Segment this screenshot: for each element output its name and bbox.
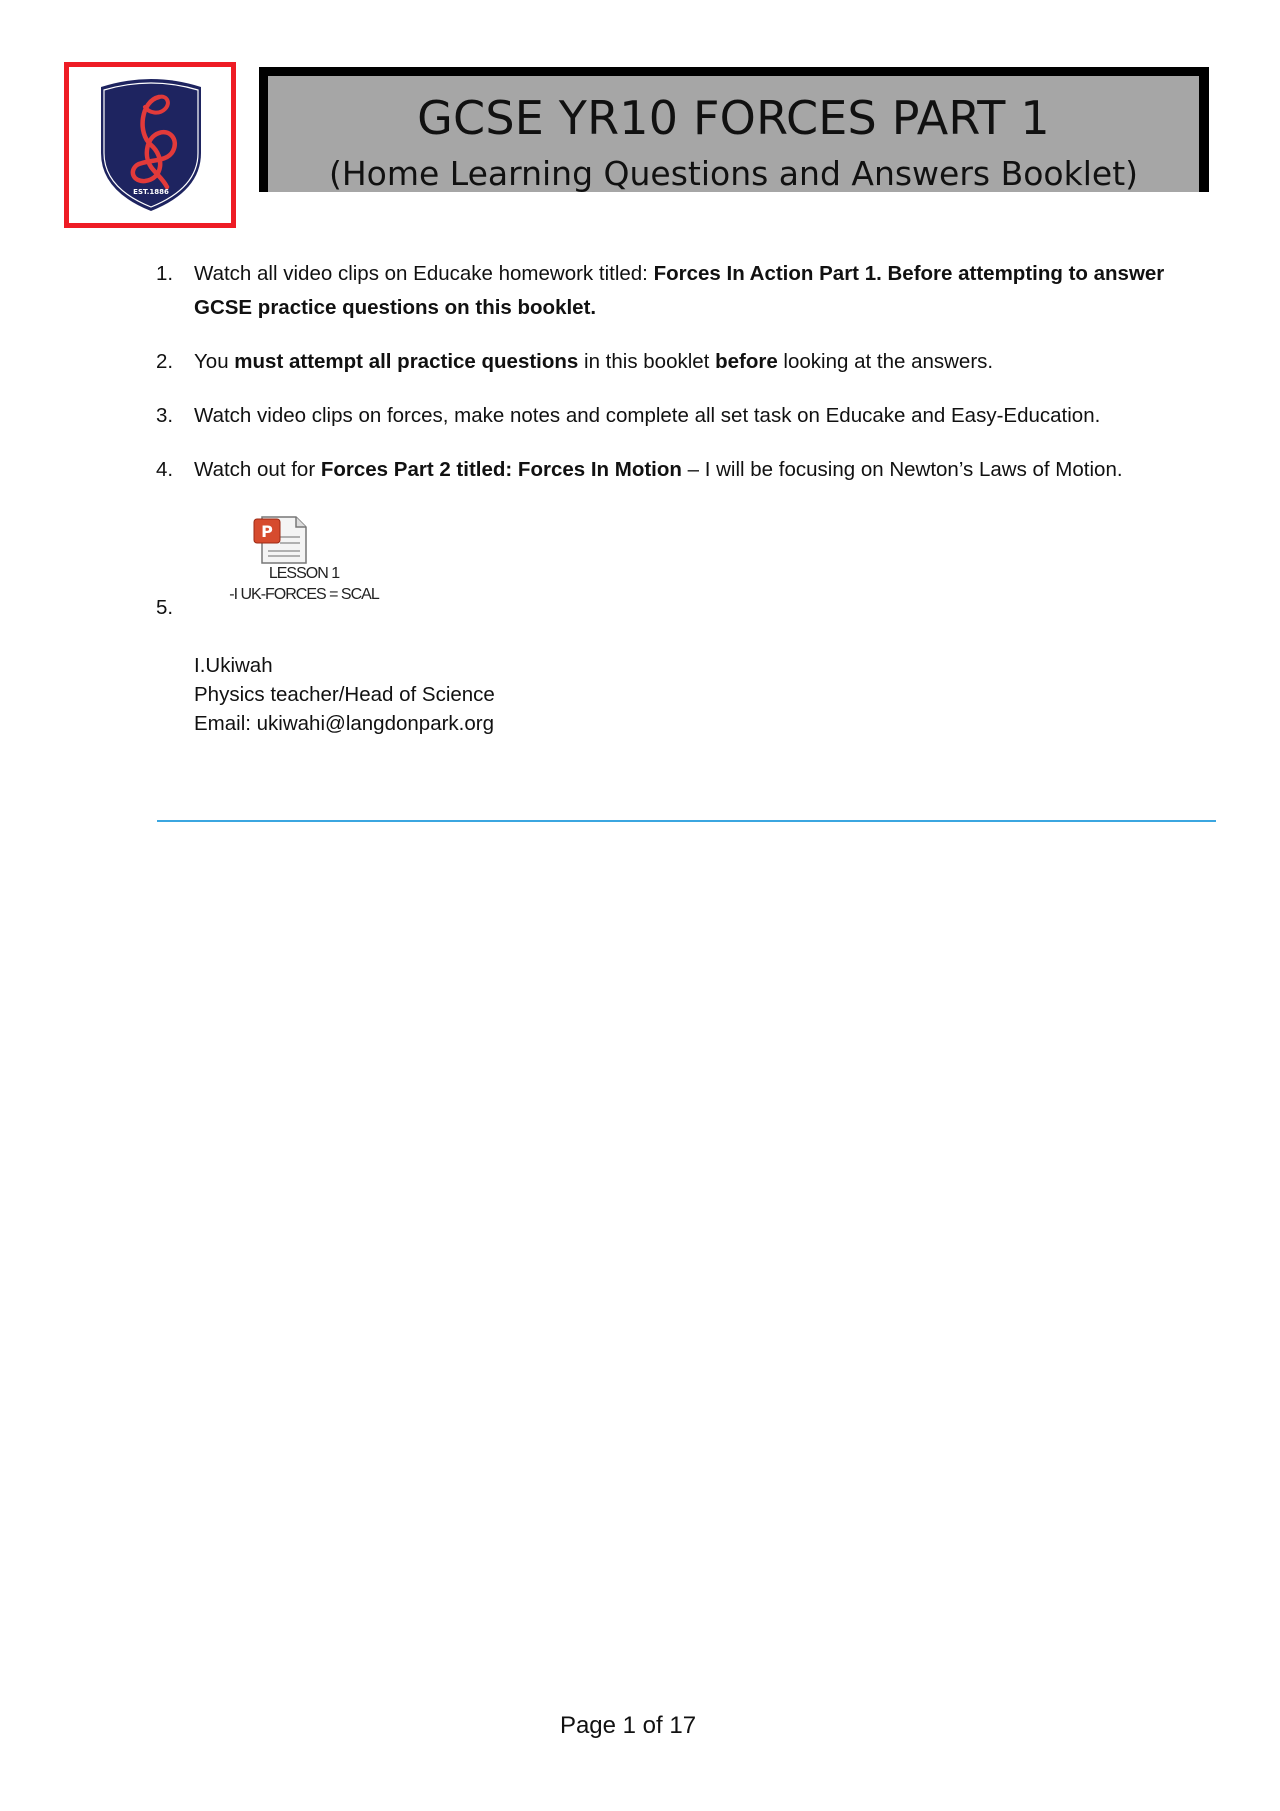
page-number: Page 1 of 17	[559, 1712, 697, 1739]
list-item: 4. Watch out for Forces Part 2 titled: Forces In Motion – I will be focusing on Newton’s Laws of Motion.	[156, 453, 1216, 487]
attachment-item	[156, 513, 556, 623]
instructions-list	[156, 257, 1216, 507]
school-logo	[64, 62, 236, 228]
attachment-label[interactable]: LESSON 1 -I UK-FORCES = SCAL	[229, 565, 379, 603]
crest-est-text: EST.1886	[133, 188, 169, 196]
teacher-name: I.Ukiwah	[194, 654, 273, 677]
teacher-signature	[194, 651, 495, 738]
list-number: 3.	[156, 404, 174, 427]
list-item: 3. Watch video clips on forces, make notes and complete all set task on Educake and Easy-Education.	[156, 399, 1216, 433]
list-item: 1. Watch all video clips on Educake homework titled: Forces In Action Part 1. Before attempting to answer GCSE practice questions on this booklet.	[156, 257, 1216, 325]
list-number: 1.	[156, 262, 174, 285]
teacher-role: Physics teacher/Head of Science	[194, 683, 495, 706]
svg-text:P: P	[261, 522, 273, 541]
teacher-email: Email: ukiwahi@langdonpark.org	[194, 712, 494, 735]
school-crest-icon	[93, 75, 209, 215]
list-number: 2.	[156, 350, 174, 373]
page-subtitle: (Home Learning Questions and Answers Booklet)	[328, 154, 1139, 192]
title-banner-inner	[268, 76, 1199, 192]
section-divider	[157, 820, 1216, 822]
list-number: 4.	[156, 458, 174, 481]
page-title: GCSE YR10 FORCES PART 1	[417, 91, 1050, 145]
title-banner	[259, 67, 1209, 192]
list-number: 5.	[156, 596, 174, 619]
list-item: 2. You must attempt all practice questions in this booklet before looking at the answers.	[156, 345, 1216, 379]
